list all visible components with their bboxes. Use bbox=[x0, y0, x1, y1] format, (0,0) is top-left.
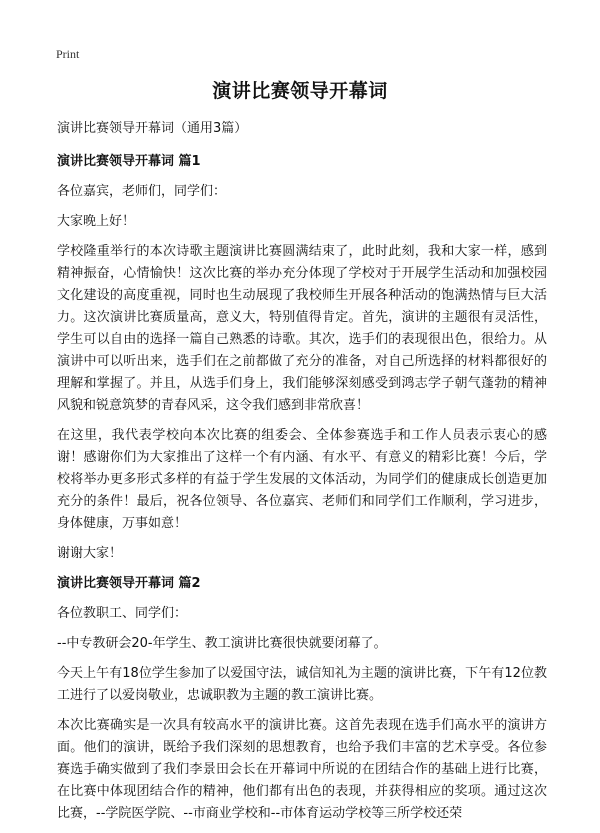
body-paragraph: 在这里，我代表学校向本次比赛的组委会、全体参赛选手和工作人员表示衷心的感谢！感谢你们为大家推出了这样一个有内涵、有水平、有意义的精彩比赛！今后，学校将举办更多形式多样的有益于学生发展的文体活动，为同学们的健康成长创造更加充分的条件！最后，祝各位领导、各位嘉宾、老师们和同学们工作顺利，学习进步，身体健康，万事如意！ bbox=[57, 428, 547, 531]
section-heading: 演讲比赛领导开幕词 篇1 bbox=[57, 154, 201, 169]
section-1 bbox=[57, 151, 547, 565]
section-heading: 演讲比赛领导开幕词 篇2 bbox=[57, 576, 201, 591]
document-body bbox=[57, 118, 547, 833]
section-2 bbox=[57, 573, 547, 825]
greeting: 大家晚上好！ bbox=[57, 214, 136, 229]
salutation: 各位教职工、同学们： bbox=[57, 606, 188, 621]
closing: 谢谢大家！ bbox=[57, 546, 123, 561]
document-subtitle: 演讲比赛领导开幕词（通用3篇） bbox=[57, 121, 248, 136]
salutation: 各位嘉宾，老师们，同学们： bbox=[57, 184, 227, 199]
body-paragraph: --中专教研会20-年学生、教工演讲比赛很快就要闭幕了。 bbox=[57, 636, 387, 651]
document-title: 演讲比赛领导开幕词 bbox=[212, 80, 388, 102]
body-paragraph: 本次比赛确实是一次具有较高水平的演讲比赛。这首先表现在选手们高水平的演讲方面。他们的演讲，既给予我们深刻的思想教育，也给予我们丰富的艺术享受。各位参赛选手确实做到了我们李景田会长在开幕词中所说的在团结合作的基础上进行比赛，在比赛中体现团结合作的精神，他们都有出色的表现，并获得相应的奖项。通过这次比赛，--学院医学院、--市商业学校和--市体育运动学校等三所学校还荣 bbox=[57, 718, 547, 821]
body-paragraph: 今天上午有18位学生参加了以爱国守法，诚信知礼为主题的演讲比赛，下午有12位教工进行了以爱岗敬业，忠诚职教为主题的教工演讲比赛。 bbox=[57, 666, 547, 703]
body-paragraph: 学校隆重举行的本次诗歌主题演讲比赛圆满结束了，此时此刻，我和大家一样，感到精神振奋，心情愉快！这次比赛的举办充分体现了学校对于开展学生活动和加强校园文化建设的高度重视，同时也生动展现了我校师生开展各种活动的饱满热情与巨大活力。这次演讲比赛质量高，意义大，特别值得肯定。首先，演讲的主题很有灵活性，学生可以自由的选择一篇自己熟悉的诗歌。其次，选手们的表现很出色，很给力。从演讲中可以听出来，选手们在之前都做了充分的准备，对自己所选择的材料都很好的理解和掌握了。并且，从选手们身上，我们能够深刻感受到鸿志学子朝气蓬勃的精神风貌和锐意筑梦的青春风采，这令我们感到非常欣喜！ bbox=[57, 244, 547, 413]
print-link[interactable]: Print bbox=[56, 47, 80, 61]
